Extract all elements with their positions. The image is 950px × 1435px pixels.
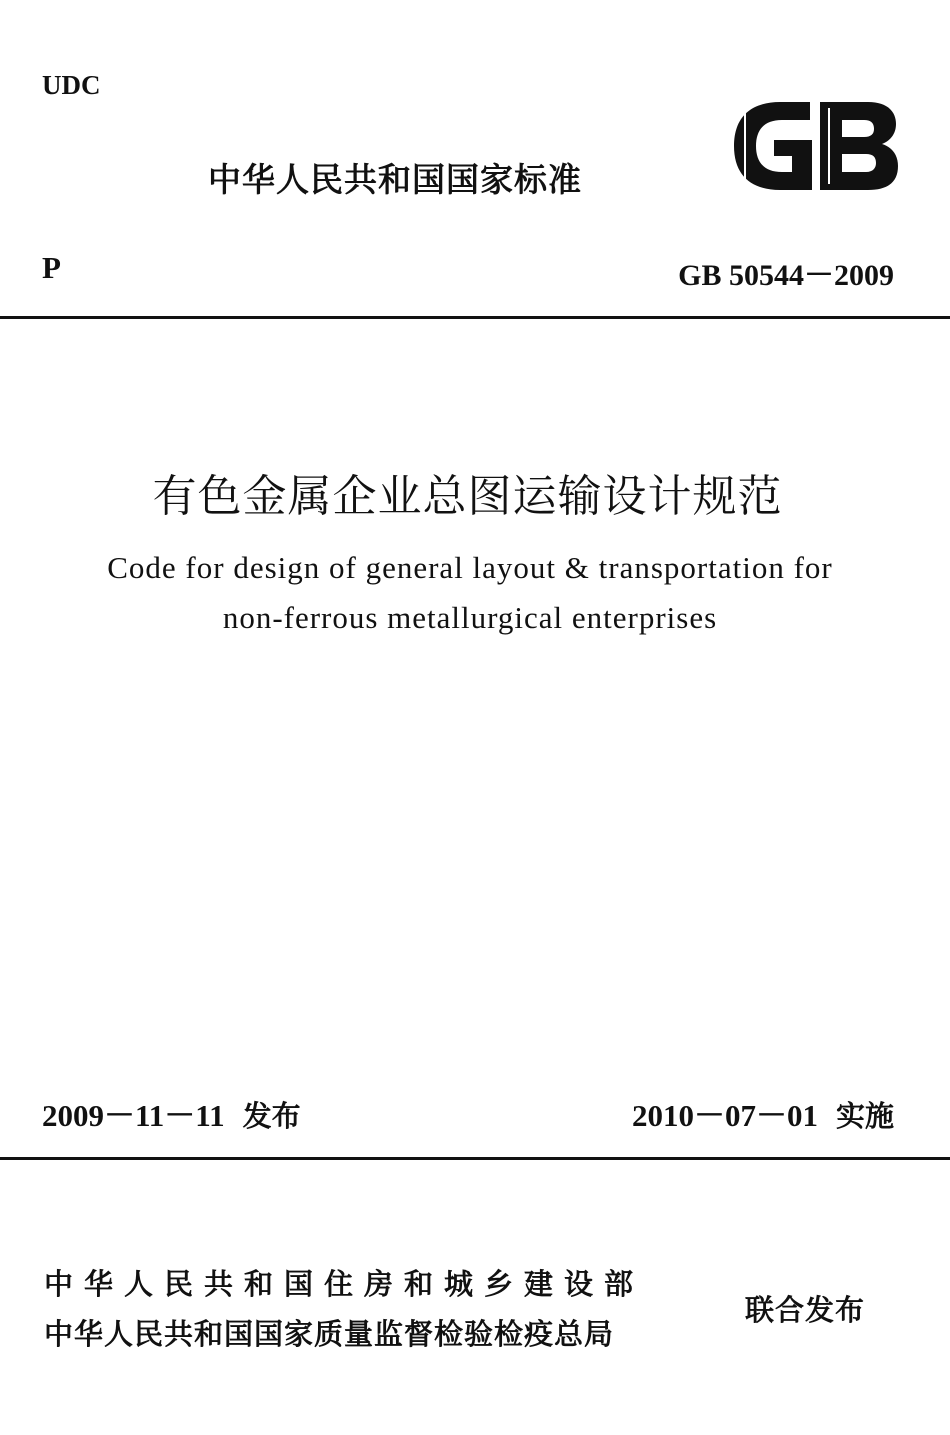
issue-date: 2009－11－11: [42, 1098, 225, 1133]
title-english-line2: non-ferrous metallurgical enterprises: [222, 600, 718, 635]
gb-logo: [722, 98, 898, 194]
national-standard-heading: 中华人民共和国国家标准: [208, 160, 582, 199]
issue-date-block: [42, 1090, 301, 1135]
standard-number: GB 50544－2009: [678, 259, 894, 292]
publisher-line1: 中华人民共和国住房和城乡建设部: [44, 1267, 645, 1301]
joint-publish-label: 联合发布: [745, 1293, 866, 1327]
issue-label: 发布: [242, 1099, 301, 1133]
title-english-line1: Code for design of general layout & transportation for: [107, 550, 833, 585]
publisher-line2: 中华人民共和国国家质量监督检验检疫总局: [44, 1317, 615, 1351]
udc-label: UDC: [42, 70, 101, 100]
title-chinese: 有色金属企业总图运输设计规范: [152, 471, 783, 522]
footer-divider: [0, 1157, 950, 1160]
implement-date: 2010－07－01: [631, 1098, 818, 1133]
classification-code: P: [42, 250, 61, 285]
header-divider: [0, 316, 950, 319]
implement-date-block: [632, 1090, 894, 1135]
implement-label: 实施: [835, 1099, 894, 1133]
